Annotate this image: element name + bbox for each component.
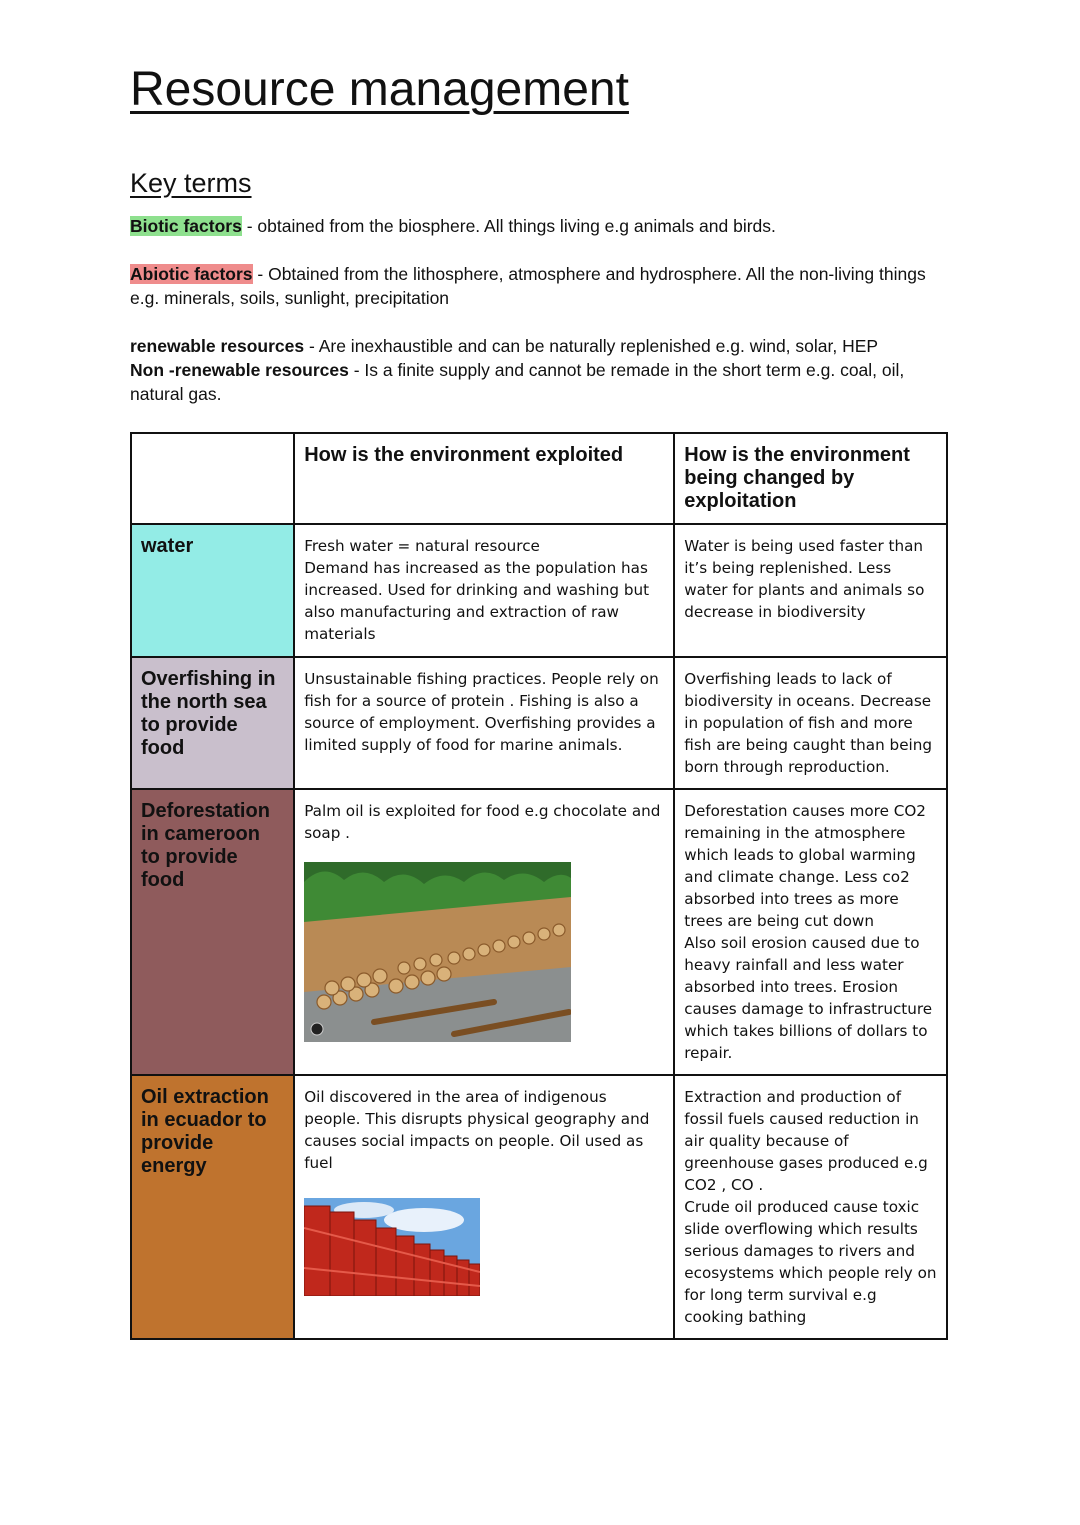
biotic-definition	[130, 214, 960, 238]
oil-exploited-text: Oil discovered in the area of indigenous people. This disrupts physical geography and causes social impacts on people. Oil used as fuel	[304, 1088, 650, 1172]
row-label-water: water	[131, 524, 294, 657]
header-changed: How is the environment being changed by exploitation	[674, 433, 947, 524]
resource-table	[130, 432, 948, 1340]
renewable-text: - Are inexhaustible and can be naturally replenished e.g. wind, solar, HEP	[304, 336, 879, 356]
table-row	[131, 524, 947, 657]
abiotic-text: - Obtained from the lithosphere, atmosphere and hydrosphere. All the non-living things e.g. minerals, soils, sunlight, precipitation	[130, 264, 926, 308]
cell-water-exploited: Fresh water = natural resource Demand has increased as the population has increased. Used for drinking and washing but also manufacturing and extraction of raw materials	[294, 524, 674, 657]
renewable-term: renewable resources	[130, 336, 305, 356]
oil-barrels-photo	[304, 1198, 480, 1296]
cell-overfishing-changed: Overfishing leads to lack of biodiversity in oceans. Decrease in population of fish and more fish are being caught than being born through reproduction.	[674, 657, 947, 789]
key-terms-heading: Key terms	[130, 168, 252, 198]
deforestation-exploited-text: Palm oil is exploited for food e.g chocolate and soap .	[304, 802, 661, 842]
header-empty-cell	[131, 433, 294, 524]
page-title: Resource management	[130, 63, 629, 116]
cell-deforestation-changed: Deforestation causes more CO2 remaining in the atmosphere which leads to global warming and climate change. Less co2 absorbed into trees as more trees are being cut down Also soil erosion caused due to heavy rainfall and less water absorbed into trees. Erosion causes damage to infrastructure which takes billions of dollars to repair.	[674, 789, 947, 1075]
cell-water-changed: Water is being used faster than it’s being replenished. Less water for plants and animals so decrease in biodiversity	[674, 524, 947, 657]
cell-oil-changed: Extraction and production of fossil fuels caused reduction in air quality because of greenhouse gases produced e.g CO2 , CO . Crude oil produced cause toxic slide overflowing which results serious damages to rivers and ecosystems which people rely on for long term survival e.g cooking bathing	[674, 1075, 947, 1339]
table-header-row	[131, 433, 947, 524]
row-label-overfishing: Overfishing in the north sea to provide food	[131, 657, 294, 789]
table-row	[131, 1075, 947, 1339]
table-row	[131, 789, 947, 1075]
row-label-deforestation: Deforestation in cameroon to provide food	[131, 789, 294, 1075]
cell-oil-exploited	[294, 1075, 674, 1339]
biotic-text: - obtained from the biosphere. All things living e.g animals and birds.	[241, 216, 776, 236]
resources-definitions	[130, 334, 940, 406]
row-label-oil-extraction: Oil extraction in ecuador to provide energy	[131, 1075, 294, 1339]
cell-deforestation-exploited	[294, 789, 674, 1075]
non-renewable-definition	[130, 360, 904, 404]
biotic-term: Biotic factors	[130, 216, 242, 236]
renewable-definition	[130, 336, 878, 356]
non-renewable-text: - Is a finite supply and cannot be remade in the short term e.g. coal, oil, natural gas.	[130, 360, 905, 404]
non-renewable-term: Non -renewable resources	[130, 360, 349, 380]
cell-overfishing-exploited: Unsustainable fishing practices. People rely on fish for a source of protein . Fishing is also a source of employment. Overfishing provides a limited supply of food for marine animals.	[294, 657, 674, 789]
abiotic-term: Abiotic factors	[130, 264, 253, 284]
abiotic-definition	[130, 262, 930, 310]
table-row	[131, 657, 947, 789]
logs-photo	[304, 862, 571, 1042]
header-exploited: How is the environment exploited	[294, 433, 674, 524]
